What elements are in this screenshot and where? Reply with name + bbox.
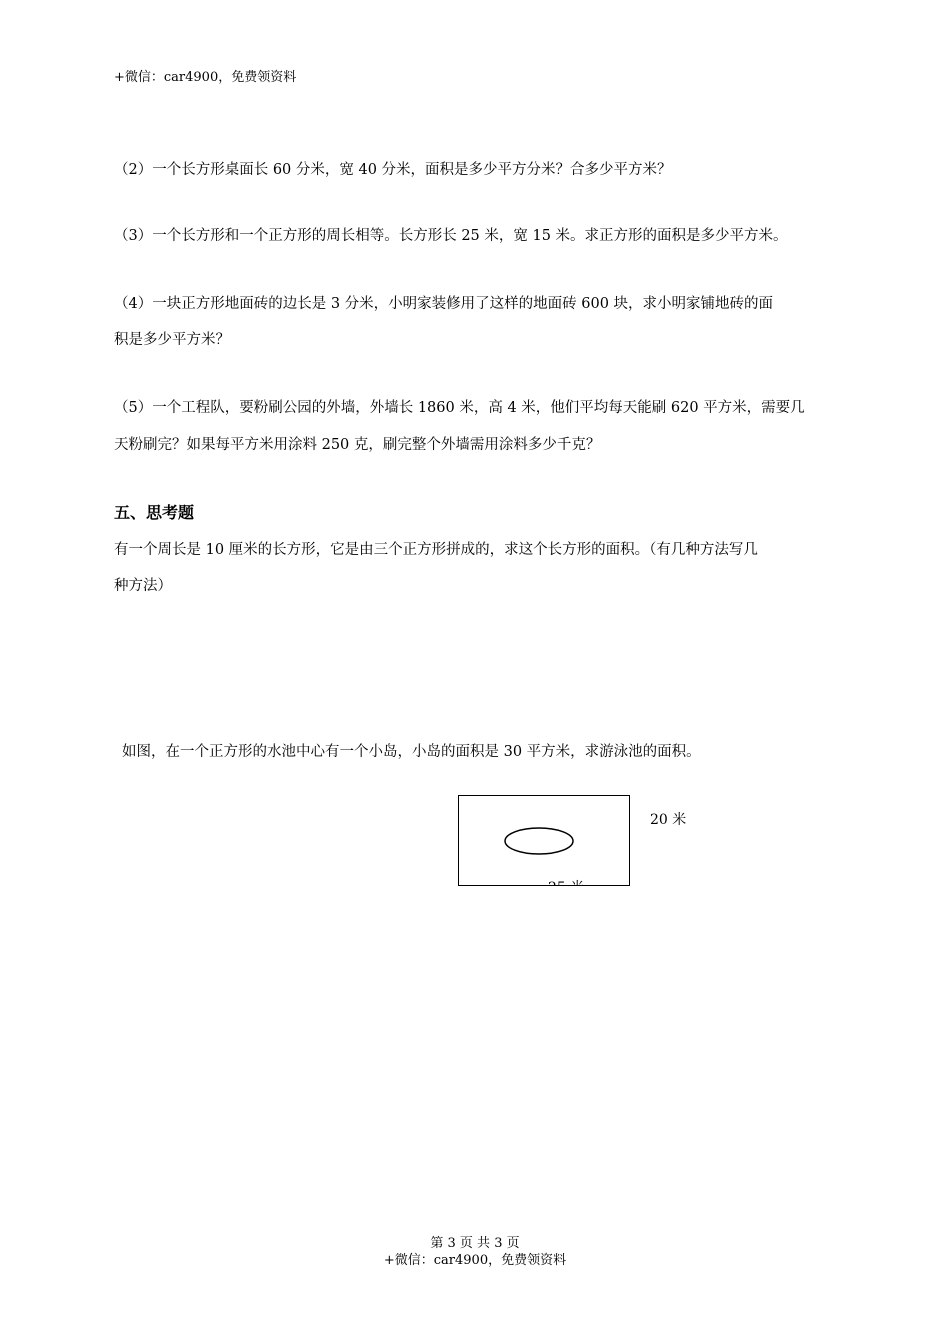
question-4-line-1: （4）一块正方形地面砖的边长是 3 分米，小明家装修用了这样的地面砖 600 块，求小明家铺地砖的面 [114, 296, 774, 312]
thinking-problem-line-1: 有一个周长是 10 厘米的长方形，它是由三个正方形拼成的，求这个长方形的面积。（有几种方法写几 [114, 542, 758, 558]
page-header: +微信：car4900，免费领资料 [114, 70, 297, 85]
pool-rectangle [458, 795, 630, 886]
question-3: （3）一个长方形和一个正方形的周长相等。长方形长 25 米，宽 15 米。求正方形的面积是多少平方米。 [114, 228, 788, 244]
page-number: 第 3 页 共 3 页 [430, 1236, 520, 1251]
island-ellipse [505, 828, 573, 854]
section-heading: 五、思考题 [114, 503, 195, 522]
height-label: 20 米 [650, 812, 687, 828]
thinking-problem-line-2: 种方法） [114, 578, 172, 594]
pool-problem: 如图，在一个正方形的水池中心有一个小岛，小岛的面积是 30 平方米，求游泳池的面积。 [122, 744, 701, 760]
island-drawing [459, 796, 628, 884]
page-footer: +微信：car4900，免费领资料 [383, 1253, 567, 1268]
question-2: （2）一个长方形桌面长 60 分米，宽 40 分米，面积是多少平方分米？合多少平方米？ [114, 162, 672, 178]
question-4-line-2: 积是多少平方米？ [114, 332, 230, 348]
label-mask [459, 886, 629, 894]
question-5-line-1: （5）一个工程队，要粉刷公园的外墙，外墙长 1860 米，高 4 米，他们平均每天能刷 620 平方米，需要几 [114, 400, 805, 416]
question-5-line-2: 天粉刷完？如果每平方米用涂料 250 克，刷完整个外墙需用涂料多少千克？ [114, 437, 601, 453]
